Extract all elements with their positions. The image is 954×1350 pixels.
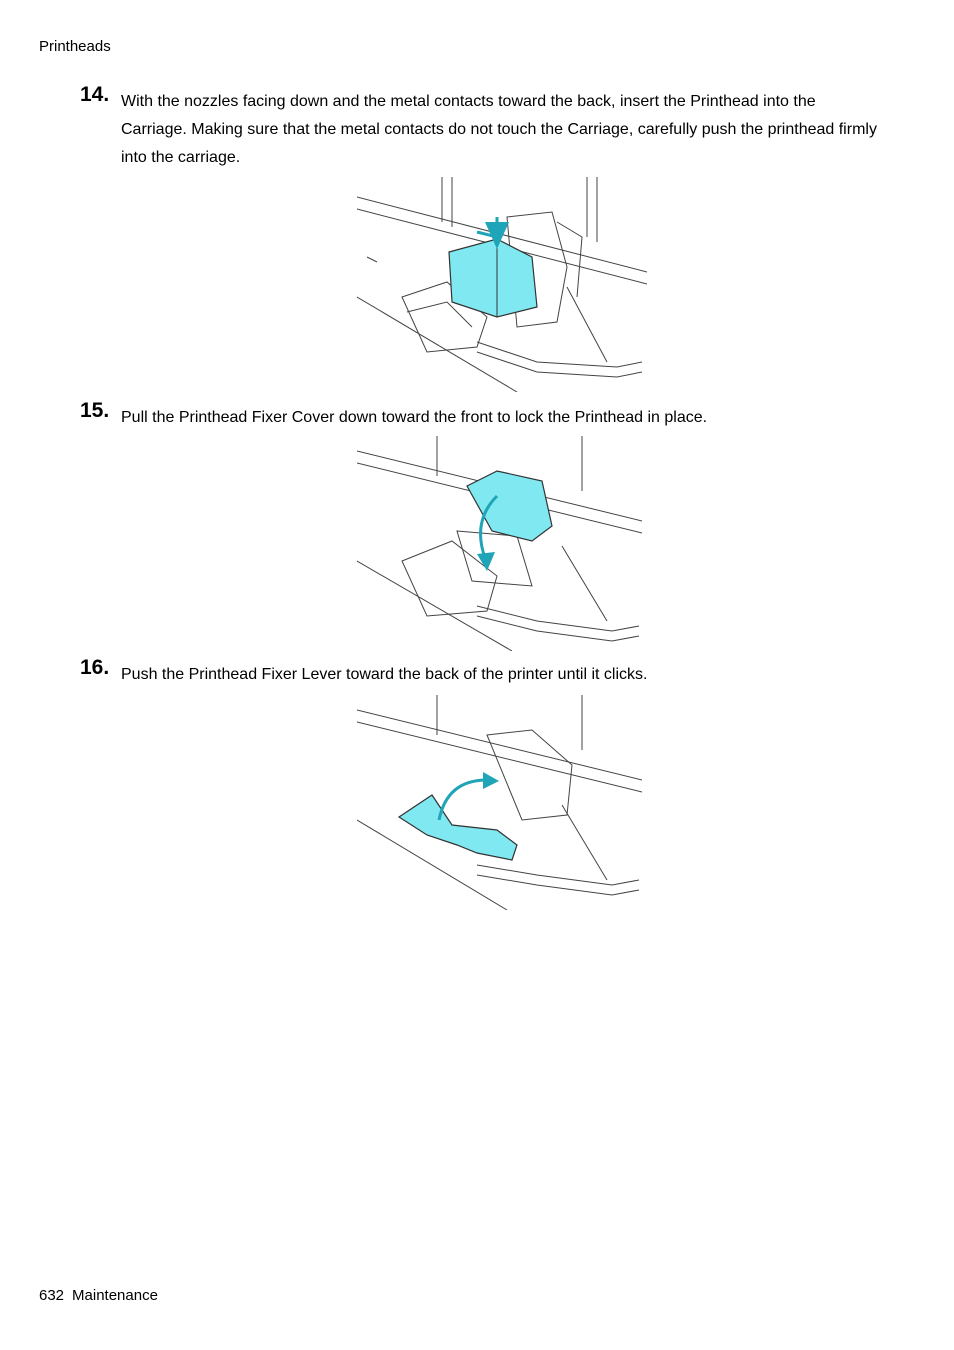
printhead-insert-illustration <box>357 177 647 392</box>
fixer-cover-illustration <box>357 436 642 651</box>
step-number: 15. <box>80 399 110 422</box>
step-15 <box>80 399 880 432</box>
step-text: Pull the Printhead Fixer Cover down toward the front to lock the Printhead in place. <box>121 409 708 426</box>
step-text: Push the Printhead Fixer Lever toward the back of the printer until it clicks. <box>121 666 648 683</box>
step-number: 16. <box>80 656 110 679</box>
fixer-lever-highlight <box>399 795 517 860</box>
printhead-highlight <box>449 239 537 317</box>
arrow-head-icon <box>477 552 495 571</box>
step-number: 14. <box>80 83 110 106</box>
fixer-lever-illustration <box>357 695 642 910</box>
step-text: With the nozzles facing down and the metal contacts toward the back, insert the Printhead into the Carriage. Making sure that the metal contacts do not touch the Carriage, carefully push the printhead firmly into the carriage. <box>121 93 877 166</box>
figure-fixer-cover <box>357 436 642 651</box>
running-header: Printheads <box>39 38 111 55</box>
figure-insert-printhead <box>357 177 647 392</box>
chapter-name: Maintenance <box>72 1287 158 1304</box>
arrow-head-icon <box>483 772 499 789</box>
step-16 <box>80 656 880 689</box>
curved-arrow-icon <box>439 780 487 820</box>
page-footer <box>39 1287 166 1304</box>
figure-fixer-lever <box>357 695 642 910</box>
step-14 <box>80 83 880 172</box>
page-number: 632 <box>39 1287 65 1304</box>
